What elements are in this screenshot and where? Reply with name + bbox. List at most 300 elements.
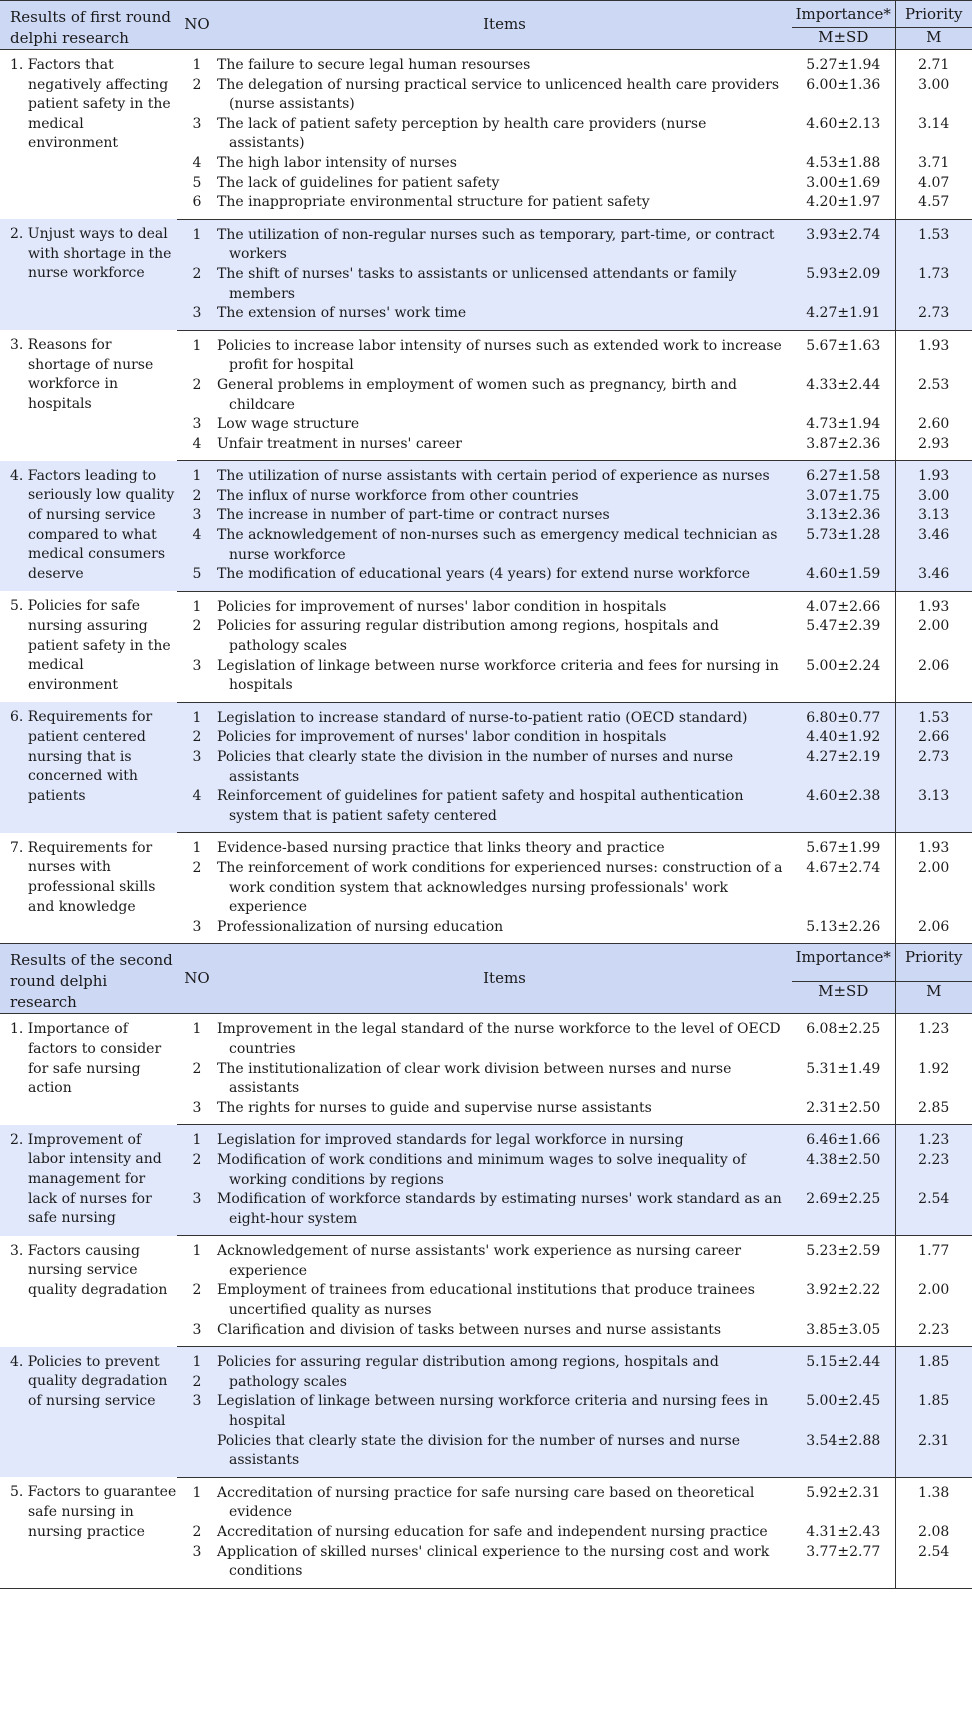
item-number: 4 — [192, 435, 202, 452]
item-number-cell — [177, 728, 217, 748]
item-number: 2 — [192, 265, 202, 282]
priority-value-cell — [895, 657, 972, 703]
priority-value-cell — [895, 1151, 972, 1190]
priority-value-cell — [895, 1432, 972, 1478]
category-label: 2. Unjust ways to deal with shortage in the nurse workforce — [10, 226, 172, 282]
item-number: 1 — [192, 337, 202, 354]
item-number-cell — [177, 787, 217, 833]
importance-value-cell — [792, 219, 895, 265]
importance-value: 5.13±2.26 — [806, 918, 881, 935]
item-text-cell — [217, 1392, 792, 1431]
priority-value: 3.13 — [918, 507, 950, 524]
item-number: 3 — [192, 657, 202, 674]
category-cell — [0, 1347, 177, 1478]
item-number: 3 — [192, 1099, 202, 1116]
table-row — [0, 1125, 972, 1151]
item-number-cell — [177, 1392, 217, 1431]
importance-value-cell — [792, 1236, 895, 1282]
priority-value-cell — [895, 461, 972, 487]
priority-value: 2.00 — [918, 859, 950, 876]
priority-value: 1.93 — [918, 598, 950, 615]
item-number-cell — [177, 376, 217, 415]
item-number-cell — [177, 1099, 217, 1125]
priority-value-cell — [895, 265, 972, 304]
item-number: 1 — [192, 1021, 202, 1038]
importance-value-cell — [792, 76, 895, 115]
importance-value: 4.67±2.74 — [806, 859, 881, 876]
item-text-cell — [217, 526, 792, 565]
priority-value-cell — [895, 193, 972, 219]
importance-value: 3.85±3.05 — [806, 1321, 881, 1338]
item-text: The modification of educational years (4 years) for extend nurse workforce — [217, 566, 751, 583]
item-text-cell — [217, 1236, 792, 1282]
importance-value-cell — [792, 728, 895, 748]
item-text: The lack of guidelines for patient safety — [217, 174, 500, 191]
item-number-cell — [177, 565, 217, 591]
priority-value-cell — [895, 115, 972, 154]
priority-value-cell — [895, 833, 972, 859]
no-header: NO — [177, 1, 217, 50]
importance-value: 4.31±2.43 — [806, 1524, 881, 1540]
item-text: The reinforcement of work conditions for experienced nurses: construction of a work condition system that acknowledges nursing professionals' work experience — [217, 859, 783, 916]
priority-value-cell — [895, 1099, 972, 1125]
importance-value-cell — [792, 487, 895, 507]
priority-value: 1.23 — [918, 1132, 950, 1149]
item-number: 3 — [192, 115, 202, 132]
item-text-cell — [217, 565, 792, 591]
priority-value: 3.13 — [918, 788, 950, 805]
item-text: Policies for assuring regular distribution among regions, hospitals and pathology scales — [217, 618, 719, 655]
importance-value: 5.00±2.24 — [806, 657, 881, 674]
category-cell — [0, 1125, 177, 1236]
m-header: M — [895, 982, 972, 1014]
importance-value-cell — [792, 1060, 895, 1099]
second-round-header — [0, 944, 972, 1014]
no-header: NO — [177, 944, 217, 1014]
importance-value: 4.27±1.91 — [806, 305, 881, 322]
importance-value-cell — [792, 193, 895, 219]
item-number-cell — [177, 1347, 217, 1393]
priority-value-cell — [895, 1060, 972, 1099]
priority-value: 1.23 — [918, 1021, 950, 1038]
priority-value-cell — [895, 76, 972, 115]
priority-value-cell — [895, 487, 972, 507]
importance-value-cell — [792, 50, 895, 76]
priority-value: 2.71 — [918, 57, 950, 73]
item-text: The influx of nurse workforce from other countries — [217, 487, 579, 504]
item-text: Professionalization of nursing education — [217, 918, 504, 935]
item-number: 6 — [192, 194, 202, 211]
item-number: 2 — [192, 1060, 202, 1077]
item-number-cell — [177, 50, 217, 76]
priority-value: 3.46 — [918, 527, 950, 544]
importance-value: 4.73±1.94 — [806, 416, 881, 433]
priority-value-cell — [895, 748, 972, 787]
item-number: 4 — [192, 788, 202, 805]
item-text-cell — [217, 1190, 792, 1236]
item-number: 4 — [192, 154, 202, 171]
item-text: General problems in employment of women such as pregnancy, birth and childcare — [217, 376, 738, 413]
priority-value-cell — [895, 435, 972, 461]
importance-value: 5.27±1.94 — [806, 57, 881, 73]
item-text: The shift of nurses' tasks to assistants or unlicensed attendants or family members — [217, 265, 737, 302]
importance-value: 6.46±1.66 — [806, 1132, 881, 1149]
importance-value-cell — [792, 330, 895, 376]
item-text: Low wage structure — [217, 416, 360, 433]
priority-value: 3.00 — [918, 76, 950, 93]
priority-value-cell — [895, 415, 972, 435]
importance-value: 6.00±1.36 — [806, 76, 881, 93]
item-text-cell — [217, 219, 792, 265]
item-number: 2 — [192, 1524, 202, 1540]
importance-value: 3.07±1.75 — [806, 487, 881, 504]
priority-value: 2.54 — [918, 1191, 950, 1208]
item-text: Accreditation of nursing practice for safe nursing care based on theoretical evidence — [217, 1484, 755, 1521]
item-number-cell — [177, 1321, 217, 1347]
importance-value-cell — [792, 1392, 895, 1431]
item-text: Legislation to increase standard of nurse-to-patient ratio (OECD standard) — [217, 709, 748, 726]
item-number: 1 — [192, 57, 202, 73]
importance-value: 2.31±2.50 — [806, 1099, 881, 1116]
priority-value: 3.46 — [918, 566, 950, 583]
item-number-cell — [177, 193, 217, 219]
priority-value-cell — [895, 154, 972, 174]
importance-value: 3.13±2.36 — [806, 507, 881, 524]
importance-value-cell — [792, 748, 895, 787]
importance-value-cell — [792, 115, 895, 154]
priority-value: 1.38 — [918, 1484, 950, 1501]
item-number-cell — [177, 76, 217, 115]
item-text-cell — [217, 330, 792, 376]
table-row — [0, 1236, 972, 1282]
item-text: The increase in number of part-time or contract nurses — [217, 507, 610, 524]
importance-value-cell — [792, 1543, 895, 1589]
category-label: 4. Policies to prevent quality degradation of nursing service — [10, 1353, 168, 1409]
item-number-cell — [177, 1477, 217, 1523]
item-text-cell — [217, 617, 792, 656]
category-label: 7. Requirements for nurses with professional skills and knowledge — [10, 839, 156, 915]
importance-value-cell — [792, 787, 895, 833]
priority-value: 2.73 — [918, 305, 950, 322]
priority-value-cell — [895, 1392, 972, 1431]
item-text: The rights for nurses to guide and supervise nurse assistants — [217, 1099, 652, 1116]
item-text-cell — [217, 506, 792, 526]
item-number: 3 — [192, 1321, 202, 1338]
item-number: 1 2 — [192, 1354, 202, 1390]
priority-value-cell — [895, 787, 972, 833]
item-text-cell — [217, 702, 792, 728]
priority-value: 1.73 — [918, 265, 950, 282]
item-text: Reinforcement of guidelines for patient safety and hospital authentication system that is patient safety centered — [217, 788, 744, 824]
priority-value: 4.57 — [918, 194, 950, 211]
item-text-cell — [217, 461, 792, 487]
item-text: Policies that clearly state the division for the number of nurses and nurse assistants — [217, 1432, 740, 1469]
item-number: 3 — [192, 1393, 202, 1410]
priority-value-cell — [895, 174, 972, 194]
category-cell — [0, 330, 177, 461]
item-text-cell — [217, 193, 792, 219]
item-number: 2 — [192, 487, 202, 504]
item-text-cell — [217, 1281, 792, 1320]
importance-value: 3.00±1.69 — [806, 174, 881, 191]
priority-value: 4.07 — [918, 174, 950, 191]
item-text: The extension of nurses' work time — [217, 305, 467, 322]
item-number-cell — [177, 702, 217, 728]
importance-value-cell — [792, 174, 895, 194]
priority-value-cell — [895, 219, 972, 265]
msd-header: M±SD — [792, 27, 895, 49]
priority-value-cell — [895, 1523, 972, 1543]
priority-value-cell — [895, 506, 972, 526]
item-number-cell — [177, 1281, 217, 1320]
item-text-cell — [217, 1060, 792, 1099]
item-number: 2 — [192, 1151, 202, 1168]
priority-value: 1.85 — [918, 1354, 950, 1371]
item-text: Legislation for improved standards for legal workforce in nursing — [217, 1132, 684, 1149]
items-header: Items — [217, 1, 792, 50]
category-label: 5. Policies for safe nursing assuring patient safety in the medical environment — [10, 598, 171, 693]
item-text: The utilization of non-regular nurses such as temporary, part-time, or contract workers — [217, 226, 775, 263]
item-text-cell — [217, 76, 792, 115]
importance-value-cell — [792, 1321, 895, 1347]
priority-value: 2.66 — [918, 729, 950, 746]
priority-value-cell — [895, 728, 972, 748]
category-cell — [0, 591, 177, 702]
priority-value: 1.53 — [918, 709, 950, 726]
priority-value: 2.00 — [918, 1282, 950, 1299]
item-number-cell — [177, 330, 217, 376]
item-text-cell — [217, 1151, 792, 1190]
importance-header: Importance* — [792, 1, 895, 28]
item-text-cell — [217, 1099, 792, 1125]
importance-value-cell — [792, 415, 895, 435]
item-text: Application of skilled nurses' clinical experience to the nursing cost and work conditions — [217, 1543, 770, 1580]
second-round-body — [0, 1014, 972, 1588]
item-text: Modification of workforce standards by estimating nurses' work standard as an eight-hour system — [217, 1191, 782, 1227]
item-number: 1 — [192, 1243, 202, 1260]
importance-value-cell — [792, 376, 895, 415]
item-text: Legislation of linkage between nursing workforce criteria and nursing fees in hospital — [217, 1393, 769, 1430]
importance-value: 4.38±2.50 — [806, 1151, 881, 1168]
importance-value-cell — [792, 702, 895, 728]
priority-value: 2.60 — [918, 416, 950, 433]
item-text-cell — [217, 1432, 792, 1478]
msd-header: M±SD — [792, 982, 895, 1014]
item-number: 2 — [192, 618, 202, 635]
item-text-cell — [217, 154, 792, 174]
item-text-cell — [217, 487, 792, 507]
priority-value-cell — [895, 1125, 972, 1151]
item-number-cell — [177, 461, 217, 487]
item-number: 1 — [192, 1132, 202, 1149]
item-number-cell — [177, 435, 217, 461]
item-number-cell — [177, 1014, 217, 1060]
item-text: The utilization of nurse assistants with certain period of experience as nurses — [217, 468, 770, 485]
category-label: 6. Requirements for patient centered nursing that is concerned with patients — [10, 709, 153, 804]
priority-value-cell — [895, 617, 972, 656]
importance-value: 4.60±2.38 — [806, 788, 881, 805]
priority-value: 1.77 — [918, 1243, 950, 1260]
item-text-cell — [217, 174, 792, 194]
importance-value: 3.87±2.36 — [806, 435, 881, 452]
item-text: Accreditation of nursing education for safe and independent nursing practice — [217, 1524, 768, 1540]
item-text: Policies to increase labor intensity of nurses such as extended work to increase profit for hospital — [217, 337, 782, 374]
item-number: 1 — [192, 1484, 202, 1501]
priority-value: 2.85 — [918, 1099, 950, 1116]
priority-value: 3.14 — [918, 115, 950, 132]
importance-value-cell — [792, 918, 895, 944]
item-text-cell — [217, 591, 792, 617]
item-number-cell — [177, 304, 217, 330]
item-text: Legislation of linkage between nurse workforce criteria and fees for nursing in hospitals — [217, 657, 779, 694]
priority-value: 2.08 — [918, 1524, 950, 1540]
item-number: 5 — [192, 566, 202, 583]
item-number: 3 — [192, 918, 202, 935]
importance-value: 4.33±2.44 — [806, 376, 881, 393]
category-label: 1. Factors that negatively affecting patient safety in the medical environment — [10, 57, 171, 152]
importance-value-cell — [792, 833, 895, 859]
item-number-cell — [177, 415, 217, 435]
priority-value: 2.06 — [918, 657, 950, 674]
importance-value: 4.07±2.66 — [806, 598, 881, 615]
item-text-cell — [217, 728, 792, 748]
m-header: M — [895, 27, 972, 49]
priority-value: 2.53 — [918, 376, 950, 393]
importance-value: 4.20±1.97 — [806, 194, 881, 211]
item-text: The acknowledgement of non-nurses such as emergency medical technician as nurse workforce — [217, 527, 778, 563]
item-text: Evidence-based nursing practice that links theory and practice — [217, 840, 665, 857]
item-number-cell — [177, 1543, 217, 1589]
item-text: Policies for improvement of nurses' labor condition in hospitals — [217, 598, 667, 615]
priority-value: 2.93 — [918, 435, 950, 452]
item-text-cell — [217, 1543, 792, 1589]
importance-value: 4.53±1.88 — [806, 154, 881, 171]
priority-value: 2.73 — [918, 749, 950, 765]
item-number-cell — [177, 487, 217, 507]
item-text-cell — [217, 833, 792, 859]
item-text: Modification of work conditions and minimum wages to solve inequality of working conditions by regions — [217, 1151, 746, 1188]
importance-value-cell — [792, 435, 895, 461]
priority-value: 2.00 — [918, 618, 950, 635]
importance-value-cell — [792, 1432, 895, 1478]
item-text: The inappropriate environmental structure for patient safety — [217, 194, 650, 211]
first-round-body — [0, 50, 972, 944]
table-row — [0, 330, 972, 376]
priority-value-cell — [895, 591, 972, 617]
priority-value-cell — [895, 1281, 972, 1320]
priority-value: 1.92 — [918, 1060, 950, 1077]
priority-value-cell — [895, 330, 972, 376]
priority-value: 3.00 — [918, 487, 950, 504]
table-row — [0, 1477, 972, 1523]
category-cell — [0, 1014, 177, 1125]
importance-value-cell — [792, 1523, 895, 1543]
priority-value-cell — [895, 918, 972, 944]
item-text-cell — [217, 787, 792, 833]
item-number: 1 — [192, 226, 202, 243]
item-text-cell — [217, 748, 792, 787]
item-number: 3 — [192, 749, 202, 765]
importance-value: 3.77±2.77 — [806, 1543, 881, 1560]
category-label: 3. Factors causing nursing service quality degradation — [10, 1242, 168, 1298]
item-number-cell — [177, 1236, 217, 1282]
item-text: Employment of trainees from educational institutions that produce trainees uncertified quality as nurses — [217, 1282, 755, 1319]
importance-value: 4.27±2.19 — [806, 749, 881, 765]
item-number: 3 — [192, 1543, 202, 1560]
priority-value-cell — [895, 1236, 972, 1282]
importance-value: 5.93±2.09 — [806, 265, 881, 282]
items-header: Items — [217, 944, 792, 1014]
item-number-cell — [177, 833, 217, 859]
item-text-cell — [217, 657, 792, 703]
item-number-cell — [177, 174, 217, 194]
category-label: 3. Reasons for shortage of nurse workforce in hospitals — [10, 337, 154, 412]
priority-value: 2.31 — [918, 1432, 950, 1449]
item-number-cell — [177, 506, 217, 526]
first-round-header — [0, 1, 972, 50]
item-number: 5 — [192, 174, 202, 191]
importance-value: 5.92±2.31 — [806, 1484, 881, 1501]
item-text: Policies that clearly state the division in the number of nurses and nurse assistants — [217, 749, 734, 785]
importance-value: 3.92±2.22 — [806, 1282, 881, 1299]
priority-header: Priority — [895, 1, 972, 28]
importance-value: 6.08±2.25 — [806, 1021, 881, 1038]
item-number: 4 — [192, 527, 202, 544]
priority-value: 1.93 — [918, 840, 950, 857]
importance-value: 5.73±1.28 — [806, 527, 881, 544]
item-number-cell — [177, 1432, 217, 1478]
priority-value-cell — [895, 702, 972, 728]
item-text-cell — [217, 50, 792, 76]
category-label: 4. Factors leading to seriously low quality of nursing service compared to what medical consumers deserve — [10, 467, 175, 582]
importance-value-cell — [792, 1281, 895, 1320]
priority-value-cell — [895, 1190, 972, 1236]
item-text-cell — [217, 918, 792, 944]
priority-value-cell — [895, 304, 972, 330]
item-text: The delegation of nursing practical service to unlicenced health care providers (nurse assistants) — [217, 76, 780, 113]
item-number: 1 — [192, 468, 202, 485]
item-number-cell — [177, 154, 217, 174]
item-number-cell — [177, 1151, 217, 1190]
priority-value: 2.06 — [918, 918, 950, 935]
category-label: 1. Importance of factors to consider for safe nursing action — [10, 1021, 162, 1097]
importance-value: 5.67±1.63 — [806, 337, 881, 354]
item-text: Policies for improvement of nurses' labor condition in hospitals — [217, 729, 667, 746]
importance-value-cell — [792, 526, 895, 565]
category-cell — [0, 219, 177, 330]
importance-value: 5.67±1.99 — [806, 840, 881, 857]
importance-value-cell — [792, 154, 895, 174]
category-cell — [0, 1236, 177, 1347]
importance-value: 3.93±2.74 — [806, 226, 881, 243]
priority-value-cell — [895, 1014, 972, 1060]
category-label: 5. Factors to guarantee safe nursing in nursing practice — [10, 1484, 177, 1540]
priority-value: 1.93 — [918, 337, 950, 354]
priority-value-cell — [895, 1477, 972, 1523]
importance-value: 4.60±2.13 — [806, 115, 881, 132]
category-cell — [0, 833, 177, 944]
item-text-cell — [217, 859, 792, 918]
item-text-cell — [217, 1125, 792, 1151]
importance-value-cell — [792, 1151, 895, 1190]
item-number-cell — [177, 1125, 217, 1151]
importance-value: 5.23±2.59 — [806, 1243, 881, 1260]
item-number-cell — [177, 1060, 217, 1099]
importance-value: 5.15±2.44 — [806, 1354, 881, 1371]
importance-value-cell — [792, 1125, 895, 1151]
importance-value-cell — [792, 1477, 895, 1523]
item-text: The institutionalization of clear work division between nurses and nurse assistants — [217, 1060, 732, 1097]
